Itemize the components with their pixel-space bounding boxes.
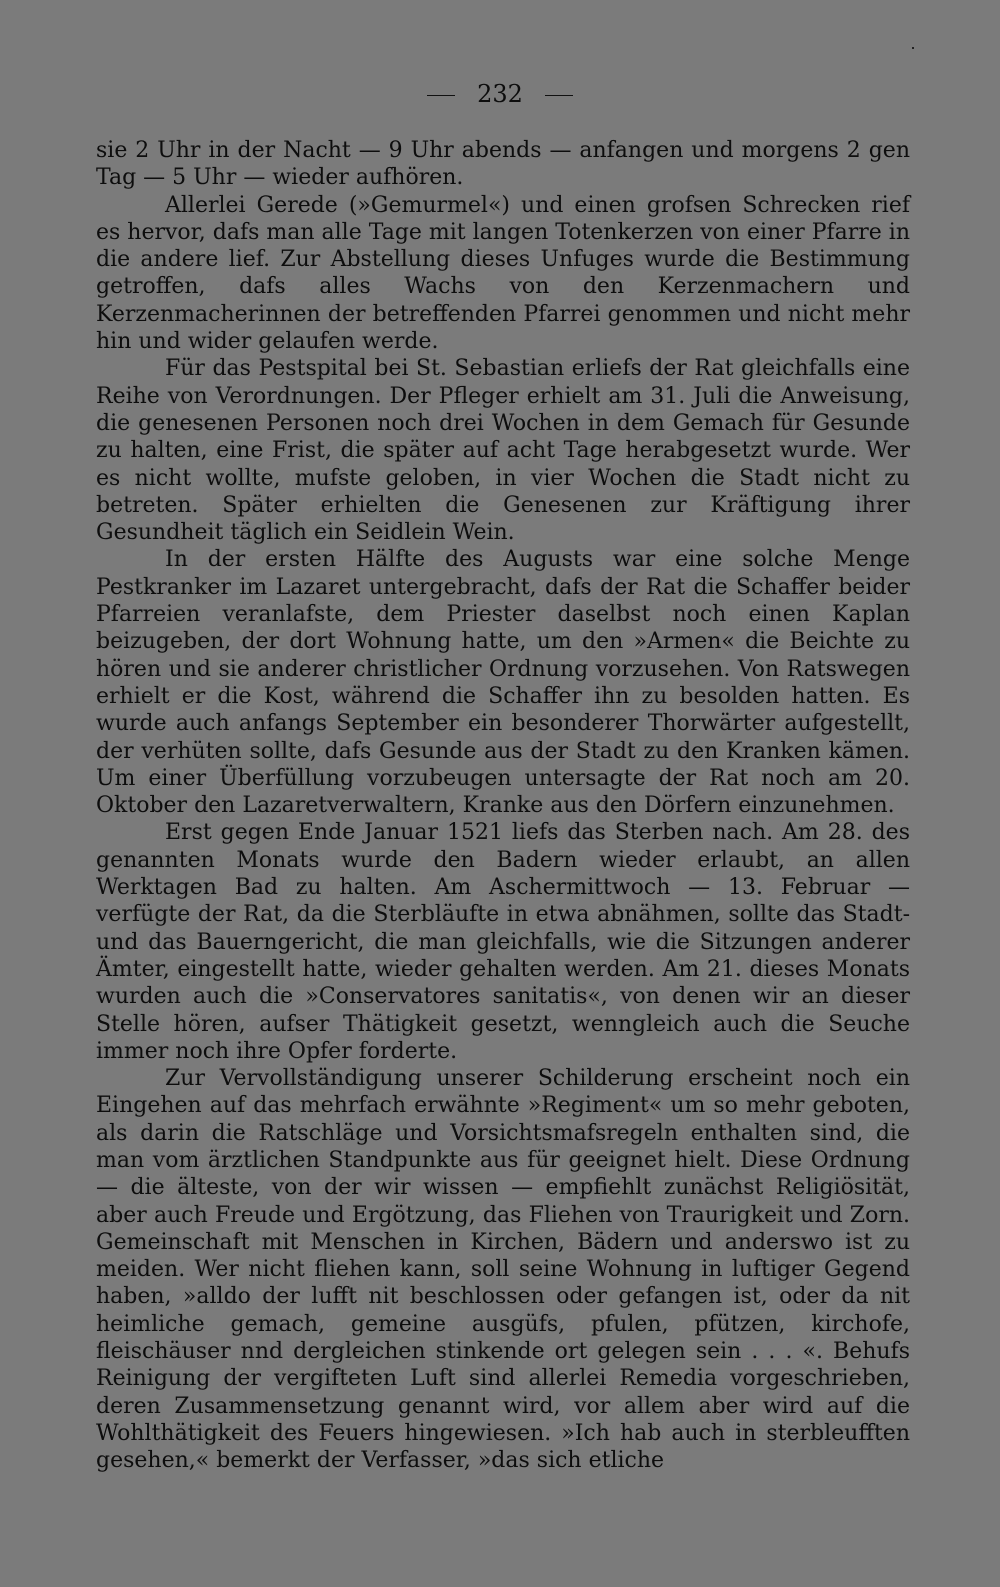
paragraph: Erst gegen Ende Januar 1521 liefs das Sterben nach. Am 28. des genannten Monats wurde den Badern wieder erlaubt, an allen Werktagen Bad zu halten. Am Aschermittwoch — 13. Februar — verfügte der Rat, da die Sterbläufte in etwa abnähmen, sollte das Stadt- und das Bauerngericht, die man gleichfalls, wie die Sitzungen anderer Ämter, eingestellt hatte, wieder gehalten werden. Am 21. dieses Monats wurden auch die »Conservatores sanitatis«, von denen wir an dieser Stelle hören, aufser Thätigkeit gesetzt, wenngleich auch die Seuche immer noch ihre Opfer forderte. [96, 820, 910, 1064]
header-dash-left [427, 95, 455, 96]
paragraph: In der ersten Hälfte des Augusts war eine solche Menge Pestkranker im Lazaret untergebracht, dafs der Rat die Schaffer beider Pfarreien veranlafste, dem Priester daselbst noch einen Kaplan beizugeben, der dort Wohnung hatte, um den »Armen« die Beichte zu hören und sie anderer christlicher Ordnung vorzusehen. Von Ratswegen erhielt er die Kost, während die Schaffer ihn zu besolden hatten. Es wurde auch anfangs September ein besonderer Thorwärter aufgestellt, der verhüten sollte, dafs Gesunde aus der Stadt zu den Kranken kämen. Um einer Überfüllung vorzubeugen untersagte der Rat noch am 20. Oktober den Lazaretverwaltern, Kranke aus den Dörfern einzunehmen. [96, 547, 910, 819]
paragraph: Allerlei Gerede (»Gemurmel«) und einen grofsen Schrecken rief es hervor, dafs man alle Tage mit langen Totenkerzen von einer Pfarre in die andere lief. Zur Abstellung dieses Unfuges wurde die Bestimmung getroffen, dafs alles Wachs von den Kerzenmachern und Kerzenmacherinnen der betreffenden Pfarrei genommen und nicht mehr hin und wider gelaufen werde. [96, 192, 911, 355]
page-header [0, 78, 1000, 110]
paragraph-continuation: sie 2 Uhr in der Nacht — 9 Uhr abends — anfangen und morgens 2 gen Tag — 5 Uhr — wieder aufhören. [96, 138, 910, 191]
paragraph: Zur Vervollständigung unserer Schilderung erscheint noch ein Eingehen auf das mehrfach erwähnte »Regiment« um so mehr geboten, als darin die Ratschläge und Vorsichtsmafsregeln enthalten sind, die man vom ärztlichen Standpunkte aus für geeignet hielt. Diese Ordnung — die älteste, von der wir wissen — empfiehlt zunächst Religiösität, aber auch Freude und Ergötzung, das Fliehen von Traurigkeit und Zorn. Gemeinschaft mit Menschen in Kirchen, Bädern und anderswo ist zu meiden. Wer nicht fliehen kann, soll seine Wohnung in luftiger Gegend haben, »alldo der lufft nit beschlossen oder gefangen ist, oder da nit heimliche gemach, gemeine ausgüfs, pfulen, pfützen, kirchofe, fleischäuser nnd dergleichen stinkende ort gelegen sein . . . «. Behufs Reinigung der vergifteten Luft sind allerlei Remedia vorgeschrieben, deren Zusammensetzung genannt wird, vor allem aber wird auf die Wohlthätigkeit des Feuers hingewiesen. »Ich hab auch in sterbleufften gesehen,« bemerkt der Verfasser, »das sich etliche [96, 1066, 910, 1474]
speck-mark [912, 47, 914, 49]
body-text [96, 137, 910, 1475]
page-number: 232 [477, 80, 523, 108]
paragraph: Für das Pestspital bei St. Sebastian erliefs der Rat gleichfalls eine Reihe von Verordnungen. Der Pfleger erhielt am 31. Juli die Anweisung, die genesenen Personen noch drei Wochen in dem Gemach für Gesunde zu halten, eine Frist, die später auf acht Tage herabgesetzt wurde. Wer es nicht wollte, mufste geloben, in vier Wochen die Stadt nicht zu betreten. Später erhielten die Genesenen zur Kräftigung ihrer Gesundheit täglich ein Seidlein Wein. [96, 356, 910, 546]
header-dash-right [545, 95, 573, 96]
